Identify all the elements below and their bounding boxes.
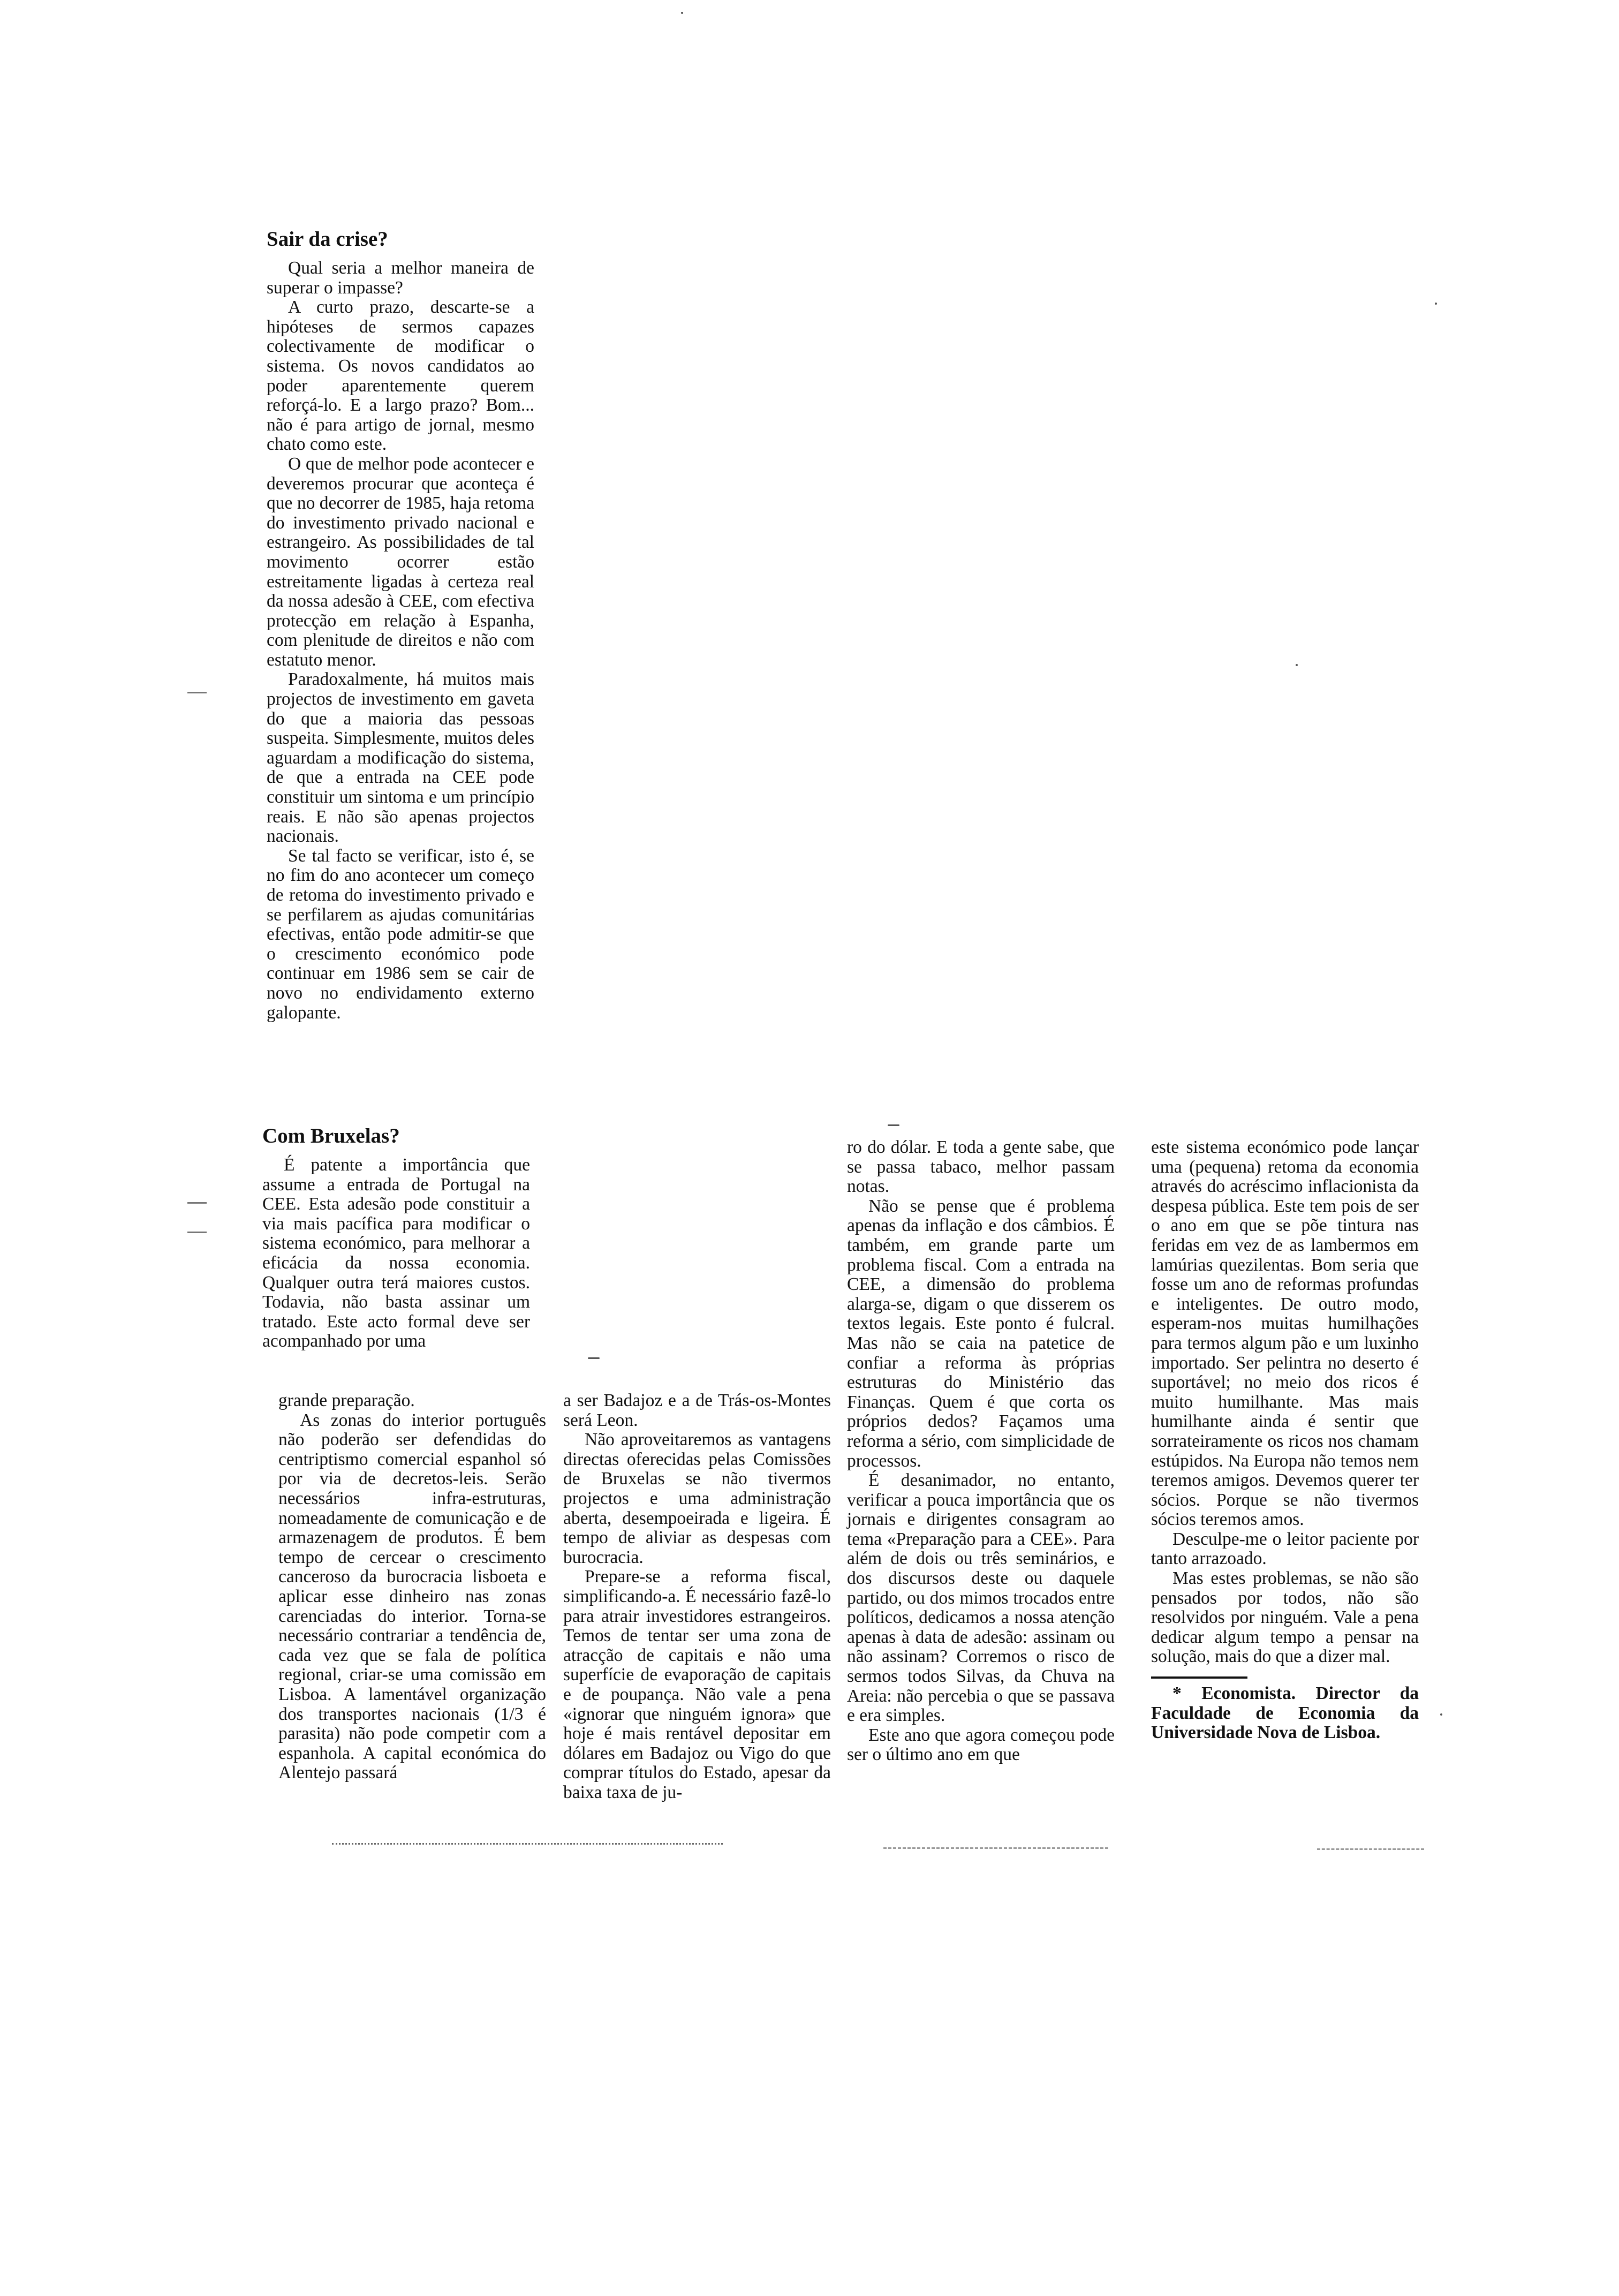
column-2 bbox=[563, 1391, 831, 1802]
margin-tick bbox=[187, 1202, 207, 1204]
margin-tick bbox=[187, 1232, 207, 1233]
dotted-rule bbox=[1317, 1848, 1424, 1850]
column-4 bbox=[1151, 1138, 1419, 1743]
paragraph: este sistema económico pode lançar uma (pequena) retoma da economia através do acréscimo inflacionista da despesa pública. Este tem pois de ser o ano em que se põe tintura nas feridas em vez de as lambermos em lamúrias quezilentas. Bom seria que fosse um ano de reformas profundas e inteligentes. De outro modo, esperam-nos muitas humilhações para termos algum pão e um luxinho importado. Ser pelintra no deserto é suportável; no meio dos ricos é muito humilhante. Mas mais humilhante ainda é sentir que sorrateiramente os ricos nos chamam estúpidos. Na Europa não temos nem teremos amigos. Devemos querer ter sócios. Porque se não tivermos sócios teremos amos. bbox=[1151, 1137, 1419, 1530]
scan-speck bbox=[1435, 303, 1437, 305]
dotted-rule bbox=[883, 1847, 1108, 1849]
scan-speck bbox=[1296, 664, 1298, 666]
scan-speck bbox=[888, 1124, 899, 1126]
paragraph: Paradoxalmente, há muitos mais projectos de investimento em gaveta do que a maioria das pessoas suspeita. Simplesmente, muitos deles aguardam a modificação do sistema, de que a entrada na CEE pode constituir um sintoma e um princípio reais. E não são apenas projectos nacionais. bbox=[267, 669, 534, 847]
paragraph: Não aproveitaremos as vantagens directas oferecidas pelas Comissões de Bruxelas se não tivermos projectos e uma administração aberta, desempoeirada e ligeira. É tempo de aliviar as despesas com burocracia. bbox=[563, 1430, 831, 1567]
paragraph: As zonas do interior português não poderão ser defendidas do centriptismo comercial espanhol só por via de decretos-leis. Serão necessários infra-estruturas, nomeadamente de comunicação e de armazenagem de produtos. É bem tempo de cercear o crescimento canceroso da burocracia lisboeta e aplicar esse dinheiro nas zonas carenciadas do interior. Torna-se necessário contrariar a tendência de, cada vez que se fala de política regional, criar-se uma comissão em Lisboa. A lamentável organização dos transportes nacionais (1/3 é parasita) não pode competir com a espanhola. A capital económica do Alentejo passará bbox=[278, 1410, 546, 1783]
column-3 bbox=[847, 1138, 1115, 1765]
column-1-lower bbox=[278, 1391, 546, 1783]
paragraph: a ser Badajoz e a de Trás-os-Montes será Leon. bbox=[563, 1391, 831, 1430]
paragraph: Não se pense que é problema apenas da inflação e dos câmbios. É também, em grande parte um problema fiscal. Com a entrada na CEE, a dimensão do problema alarga-se, digam o que disserem os textos legais. Este ponto é fulcral. Mas não se caia na patetice de confiar a reforma às próprias estruturas do Ministério das Finanças. Quem é que corta os próprios dedos? Façamos uma reforma a sério, com simplicidade de processos. bbox=[847, 1196, 1115, 1471]
footnote: * Economista. Director da Faculdade de Economia da Universidade Nova de Lisboa. bbox=[1151, 1683, 1419, 1743]
dotted-rule bbox=[332, 1843, 723, 1845]
scan-speck bbox=[1440, 1713, 1442, 1716]
paragraph: Prepare-se a reforma fiscal, simplificando-a. É necessário fazê-lo para atrair investidores estrangeiros. Temos de tentar ser uma zona de atracção de capitais e não uma superfície de evaporação de capitais e de poupança. Não vale a pena «ignorar que ninguém ignora» que hoje é mais rentável depositar em dólares em Badajoz ou Vigo do que comprar títulos do Estado, apesar da baixa taxa de ju- bbox=[563, 1567, 831, 1802]
paragraph: É patente a importância que assume a entrada de Portugal na CEE. Esta adesão pode constituir a via mais pacífica para modificar o sistema económico, para melhorar a eficácia da nossa economia. Qualquer outra terá maiores custos. Todavia, não basta assinar um tratado. Este acto formal deve ser acompanhado por uma bbox=[262, 1155, 530, 1351]
paragraph: Se tal facto se verificar, isto é, se no fim do ano acontecer um começo de retoma do investimento privado e se perfilarem as ajudas comunitárias efectivas, então pode admitir-se que o crescimento económico pode continuar em 1986 sem se cair de novo no endividamento externo galopante. bbox=[267, 845, 534, 1023]
paragraph: Qual seria a melhor maneira de superar o impasse? bbox=[267, 258, 534, 298]
paragraph: É desanimador, no entanto, verificar a pouca importância que os jornais e dirigentes consagram ao tema «Preparação para a CEE». Para além de dois ou três seminários, e dos discursos deste ou daquele partido, ou dos mimos trocados entre políticos, dedicamos a nossa atenção apenas à data de adesão: assinam ou não assinam? Corremos o risco de sermos todos Silvas, da Chuva na Areia: não percebia o que se passava e era simples. bbox=[847, 1470, 1115, 1726]
paragraph: Mas estes problemas, se não são pensados por todos, não são resolvidos por ninguém. Vale a pena dedicar algum tempo a pensar na solução, mais do que a dizer mal. bbox=[1151, 1568, 1419, 1667]
scan-speck bbox=[681, 12, 683, 14]
paragraph: O que de melhor pode acontecer e deveremos procurar que aconteça é que no decorrer de 1985, haja retoma do investimento privado nacional e estrangeiro. As possibilidades de tal movimento ocorrer estão estreitamente ligadas à certeza real da nossa adesão à CEE, com efectiva protecção em relação à Espanha, com plenitude de direitos e não com estatuto menor. bbox=[267, 454, 534, 670]
paragraph: Este ano que agora começou pode ser o último ano em que bbox=[847, 1725, 1115, 1765]
paragraph: grande preparação. bbox=[278, 1391, 415, 1410]
margin-tick bbox=[187, 692, 207, 693]
paragraph: A curto prazo, descarte-se a hipóteses de sermos capazes colectivamente de modificar o sistema. Os novos candidatos ao poder aparentemente querem reforçá-lo. E a largo prazo? Bom... não é para artigo de jornal, mesmo chato como este. bbox=[267, 297, 534, 455]
column-sair-da-crise bbox=[267, 228, 534, 1023]
column-com-bruxelas-top bbox=[262, 1124, 530, 1351]
scan-speck bbox=[588, 1357, 600, 1359]
paragraph: Desculpe-me o leitor paciente por tanto arrazoado. bbox=[1151, 1529, 1419, 1569]
heading-sair-da-crise: Sair da crise? bbox=[267, 228, 388, 251]
paragraph: ro do dólar. E toda a gente sabe, que se passa tabaco, melhor passam notas. bbox=[847, 1137, 1115, 1197]
footnote-rule bbox=[1151, 1676, 1247, 1679]
heading-com-bruxelas: Com Bruxelas? bbox=[262, 1124, 400, 1147]
